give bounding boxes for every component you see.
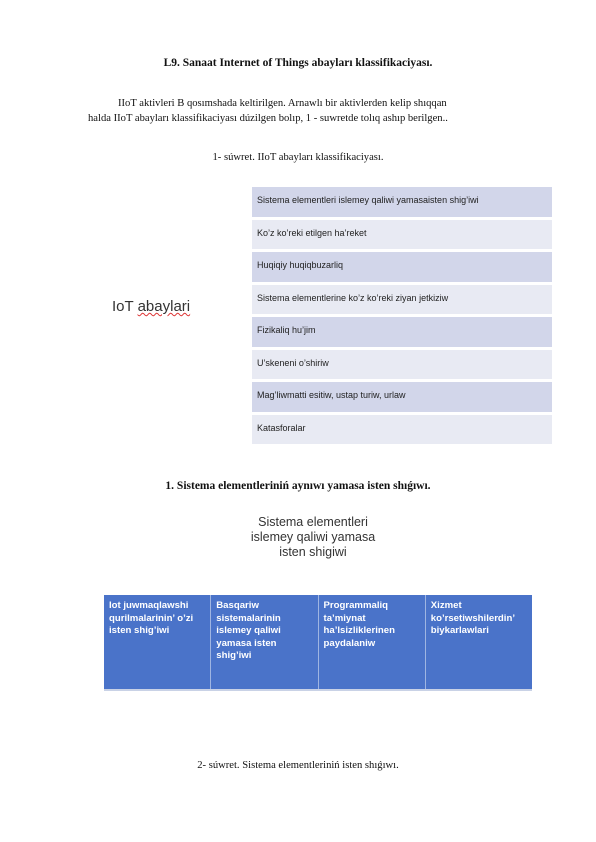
failure-type-cell: Basqariw sistemalarinin islemey qaliwi yamasa isten shig’iwi <box>211 595 318 689</box>
category-list <box>252 187 552 447</box>
failure-type-row <box>104 595 532 691</box>
category-item: Huqiqiy huqiqbuzarliq <box>252 252 552 282</box>
paragraph-line-1: IIoT aktivleri B qosımshada keltirilgen. Arnawlı bir aktivlerden kelip shıqqan <box>118 98 447 109</box>
failure-type-cell: Iot juwmaqlawshi qurilmalarinin’ o’zi isten shig’iwi <box>104 595 211 689</box>
category-item: Fizikaliq hu’jim <box>252 317 552 347</box>
failure-type-cell: Programmaliq ta’miynat ha’lsizliklerinen paydalaniw <box>319 595 426 689</box>
category-item: Mag’liwmatti esitiw, ustap turiw, urlaw <box>252 382 552 412</box>
root-label-word-2: abaylari <box>137 298 191 315</box>
category-item: Sistema elementleri islemey qaliwi yamasaisten shig’iwi <box>252 187 552 217</box>
intro-paragraph <box>88 96 550 126</box>
failure-type-cell: Xizmet ko’rsetiwshilerdin’ biykarlawlari <box>430 600 515 637</box>
figure-2-caption: 2- súwret. Sistema elementleriniń isten shıǵıwı. <box>197 760 399 771</box>
figure-2-title-line: islemey qaliwi yamasa <box>250 530 376 544</box>
section-title: 1. Sistema elementleriniń aynıwı yamasa isten shıǵıwı. <box>165 480 431 492</box>
page-heading: L9. Sanaat Internet of Things abayları klassifikaciyası. <box>163 57 433 69</box>
paragraph-line-2: halda IIoT abayları klassifikaciyası dúzilgen bolıp, 1 - suwretde tolıq ashıp berilgen.. <box>88 113 448 124</box>
figure-2-title <box>223 515 403 560</box>
figure-1-root-label <box>112 298 190 315</box>
figure-2-title-line: isten shigiwi <box>279 545 347 559</box>
figure-1-caption: 1- súwret. IIoT abayları klassifikaciyası. <box>212 152 384 163</box>
category-item: Katasforalar <box>252 415 552 445</box>
root-label-word-1: IoT <box>112 298 134 315</box>
category-item: Sistema elementlerine ko’z ko’reki ziyan jetkiziw <box>252 285 552 315</box>
category-item: U’skeneni o’shiriw <box>252 350 552 380</box>
figure-2-title-line: Sistema elementleri <box>258 515 368 529</box>
category-item: Ko’z ko’reki etilgen ha’reket <box>252 220 552 250</box>
